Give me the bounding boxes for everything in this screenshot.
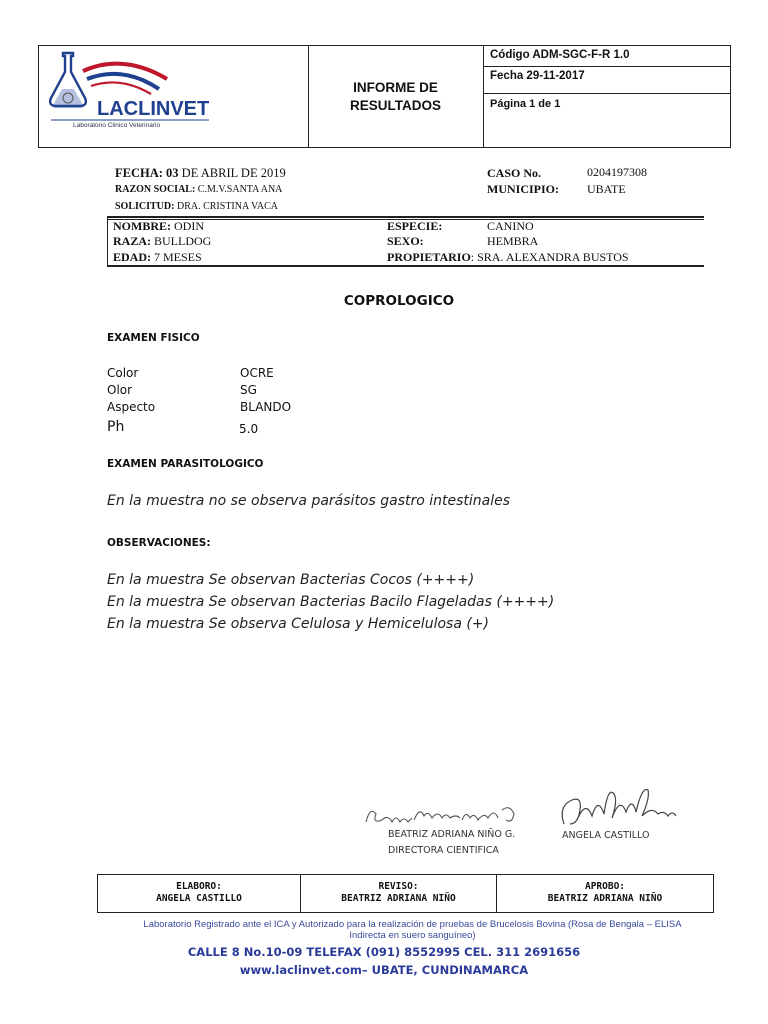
logo-subtitle: Laboratorio Clinico Veterinario — [73, 122, 161, 129]
solicitud-value: DRA. CRISTINA VACA — [174, 201, 279, 212]
fisico-label-aspecto: Aspecto — [107, 400, 156, 414]
doc-control-cell — [484, 46, 730, 147]
fisico-label-olor: Olor — [107, 383, 133, 397]
reviso-name: BEATRIZ ADRIANA NIÑO — [341, 893, 456, 904]
fecha-line — [115, 166, 286, 181]
elaboro-name: ANGELA CASTILLO — [156, 893, 242, 904]
doc-code: Código ADM-SGC-F-R 1.0 — [484, 46, 730, 67]
fisico-label-ph: Ph — [107, 419, 125, 435]
signature-angela — [556, 788, 691, 836]
sexo-label: SEXO: — [387, 234, 424, 248]
obs-title: OBSERVACIONES: — [107, 537, 211, 549]
nombre-line — [113, 219, 204, 234]
solicitud-label: SOLICITUD: — [115, 201, 175, 212]
caso-label: CASO No. — [487, 166, 542, 180]
obs-line-2: En la muestra Se observan Bacterias Bacilo Flageladas (++++) — [107, 594, 555, 610]
parasit-title: EXAMEN PARASITOLOGICO — [107, 458, 264, 470]
doc-page: Página 1 de 1 — [490, 98, 561, 110]
logo-wordmark: LACLINVET — [97, 98, 210, 120]
logo-cell — [39, 46, 309, 147]
sig1-name: BEATRIZ ADRIANA NIÑO G. — [388, 829, 516, 840]
approval-table — [97, 874, 714, 913]
especie-label: ESPECIE: — [387, 219, 443, 233]
edad-label: EDAD: — [113, 250, 151, 264]
elaboro-cell — [98, 875, 301, 912]
razon-value: C.M.V.SANTA ANA — [195, 184, 283, 195]
fisico-value-olor: SG — [240, 383, 257, 397]
parasit-text: En la muestra no se observa parásitos gastro intestinales — [107, 493, 511, 509]
nombre-label: NOMBRE: — [113, 219, 171, 233]
caso-value: 0204197308 — [587, 165, 647, 179]
doc-date: Fecha 29-11-2017 — [484, 67, 730, 94]
fecha-label: FECHA: 03 — [115, 166, 179, 180]
report-title: COPROLOGICO — [343, 293, 455, 309]
title-line-2: RESULTADOS — [350, 97, 441, 113]
sig2-name: ANGELA CASTILLO — [562, 830, 650, 841]
document-header — [38, 45, 731, 148]
nombre-value: ODIN — [171, 219, 204, 233]
raza-value: BULLDOG — [151, 234, 212, 248]
razon-label: RAZON SOCIAL: — [115, 184, 196, 195]
edad-value: 7 MESES — [151, 250, 202, 264]
reviso-cell — [301, 875, 497, 912]
propietario-value: : SRA. ALEXANDRA BUSTOS — [470, 250, 629, 264]
municipio-label: MUNICIPIO: — [487, 182, 559, 196]
aprobo-cell — [497, 875, 713, 912]
elaboro-label: ELABORO: — [176, 881, 222, 892]
razon-line — [115, 184, 282, 195]
signature-beatriz — [362, 800, 532, 832]
sig1-role: DIRECTORA CIENTIFICA — [388, 845, 499, 856]
raza-label: RAZA: — [113, 234, 151, 248]
propietario-line — [387, 250, 629, 265]
fisico-label-color: Color — [107, 366, 139, 380]
raza-line — [113, 234, 211, 249]
fisico-value-ph: 5.0 — [239, 422, 259, 436]
fisico-title: EXAMEN FISICO — [107, 332, 200, 344]
edad-line — [113, 250, 202, 265]
aprobo-name: BEATRIZ ADRIANA NIÑO — [547, 893, 663, 904]
document-title — [308, 46, 484, 147]
title-line-1: INFORME DE — [353, 79, 438, 95]
municipio-value: UBATE — [587, 182, 626, 196]
footer-legal: Laboratorio Registrado ante el ICA y Autorizado para la realización de pruebas de Brucelosis Bovina (Rosa de Bengala – ELISA Indirecta en suero sanguíneo) — [143, 919, 682, 941]
propietario-label: PROPIETARIO — [387, 250, 471, 264]
laclinvet-logo — [43, 49, 211, 131]
obs-line-3: En la muestra Se observa Celulosa y Hemicelulosa (+) — [107, 616, 489, 632]
footer-address: CALLE 8 No.10-09 TELEFAX (091) 8552995 CEL. 311 2691656 — [187, 945, 581, 959]
fisico-value-color: OCRE — [240, 366, 274, 380]
especie-value: CANINO — [487, 219, 534, 233]
aprobo-label: APROBO: — [584, 881, 626, 892]
fecha-value: DE ABRIL DE 2019 — [178, 166, 286, 180]
sexo-value: HEMBRA — [487, 234, 539, 248]
obs-line-1: En la muestra Se observan Bacterias Cocos (++++) — [107, 572, 475, 588]
fisico-value-aspecto: BLANDO — [240, 400, 292, 414]
solicitud-line — [115, 201, 278, 212]
reviso-label: REVISO: — [378, 881, 419, 892]
footer-web: www.laclinvet.com– UBATE, CUNDINAMARCA — [239, 963, 529, 977]
